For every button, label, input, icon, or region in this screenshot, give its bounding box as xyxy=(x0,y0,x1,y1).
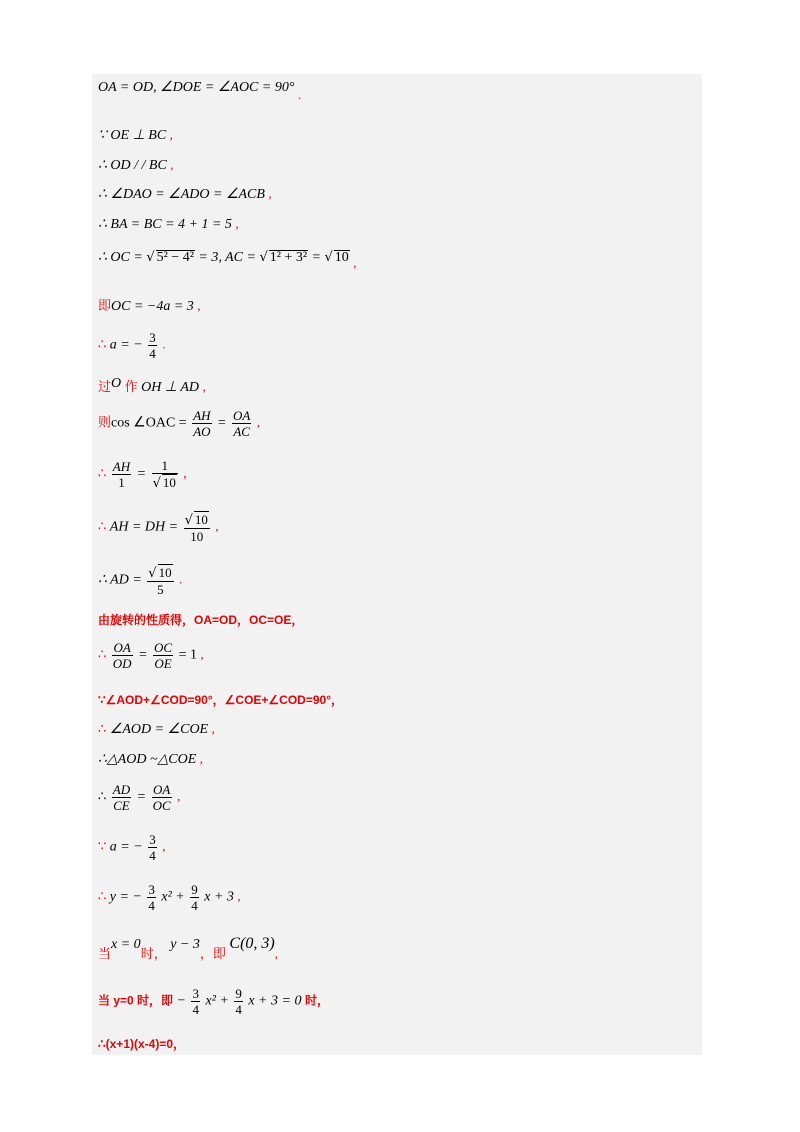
fraction: $\frac{3}{4}$ xyxy=(148,882,155,913)
fraction: $\frac{√ 10}{5}$ xyxy=(148,565,172,597)
math-expr: ∴ ∠DAO = ∠ADO = ∠ACB xyxy=(98,187,265,202)
punct: . xyxy=(179,571,183,587)
radicand: 1² + 3² xyxy=(269,250,308,265)
solution-line xyxy=(98,408,260,439)
solution-line xyxy=(98,882,241,913)
therefore-icon: ∴ xyxy=(98,466,107,482)
solution-line xyxy=(98,511,219,544)
math-expr: OH ⊥ AD xyxy=(141,380,199,395)
radical-sign: √ xyxy=(146,250,155,265)
fraction: $\frac{OA}{OC}$ xyxy=(152,782,171,813)
math-expr: = xyxy=(311,250,321,265)
label-cn: 作 xyxy=(124,379,138,394)
therefore-icon: ∴ xyxy=(98,337,107,353)
fraction: $\frac{3}{4}$ xyxy=(192,986,199,1017)
fraction: $\frac{AH}{1}$ xyxy=(112,459,131,490)
solution-line xyxy=(98,330,165,361)
punct: , xyxy=(256,414,261,430)
solution-line xyxy=(98,694,343,708)
fraction: $\frac{3}{4}$ xyxy=(149,832,156,863)
label-cn: 时， xyxy=(304,993,329,1008)
math-expr: − xyxy=(176,993,186,1009)
label-cn: 即 xyxy=(98,298,112,313)
fraction: $\frac{3}{4}$ xyxy=(149,330,156,361)
solution-line xyxy=(98,935,278,961)
solution-line xyxy=(98,80,302,102)
label-cn: 过 xyxy=(98,379,112,394)
solution-line xyxy=(98,752,203,767)
solution-line xyxy=(98,217,239,232)
punct: , xyxy=(177,788,181,804)
fraction: $\frac{1}{√ 10}$ xyxy=(152,458,176,491)
radicand: 10 xyxy=(334,250,349,265)
solution-line xyxy=(98,158,174,173)
solution-line xyxy=(98,640,204,671)
fraction: $\frac{OA}{AC}$ xyxy=(232,408,251,439)
solution-line xyxy=(98,250,357,270)
fraction: $\frac{AD}{CE}$ xyxy=(112,782,131,813)
punct: , xyxy=(197,298,201,313)
solution-line xyxy=(98,832,165,863)
punct: , xyxy=(268,186,272,201)
math-expr: ∴ AD = xyxy=(98,572,142,588)
because-icon: ∵ xyxy=(98,839,107,855)
punct: , xyxy=(169,127,173,142)
solution-line xyxy=(98,299,201,314)
solution-line xyxy=(98,128,173,143)
math-expr: x + 3 = 0 xyxy=(248,993,302,1009)
punct: . xyxy=(162,336,166,352)
label-cn: 时， xyxy=(140,946,167,961)
therefore-icon: ∴ xyxy=(98,889,107,905)
radical-sign: √ xyxy=(324,250,333,265)
fraction: $\frac{9}{4}$ xyxy=(235,986,242,1017)
math-expr: ∴ BA = BC = 4 + 1 = 5 xyxy=(98,217,232,232)
punct: , xyxy=(202,379,206,394)
math-expr: ∴△AOD ~△COE xyxy=(98,752,197,767)
punct: , xyxy=(162,838,166,854)
math-expr: x² + xyxy=(205,993,229,1009)
math-expr: OA = OD, ∠DOE = ∠AOC = 90° xyxy=(98,80,295,95)
math-expr: x + 3 xyxy=(204,889,234,905)
text-line: ∴(x+1)(x-4)=0， xyxy=(98,1037,186,1051)
math-expr: a = − xyxy=(109,337,143,353)
math-expr: a = − xyxy=(109,839,143,855)
math-expr: = xyxy=(217,415,227,431)
punct: , xyxy=(353,255,357,270)
punct: , xyxy=(215,518,219,534)
solution-line xyxy=(98,458,187,491)
math-expr: x = 0 xyxy=(111,937,141,952)
fraction: $\frac{AH}{AO}$ xyxy=(193,408,211,439)
solution-line xyxy=(98,782,180,813)
label-cn: 则 xyxy=(98,414,112,430)
therefore-icon: ∴ xyxy=(98,519,107,535)
math-expr: cos ∠OAC = xyxy=(111,415,187,431)
math-expr: = xyxy=(136,789,147,805)
math-expr: ∴ OD / / BC xyxy=(98,158,167,173)
solution-line xyxy=(98,564,182,597)
punct: . xyxy=(297,87,302,102)
math-expr: = 1 xyxy=(178,647,197,663)
punct: , xyxy=(237,888,241,904)
math-expr: C(0, 3) xyxy=(229,935,275,952)
math-expr: O xyxy=(111,376,122,391)
text-line: 由旋转的性质得，OA=OD，OC=OE， xyxy=(98,613,304,627)
math-expr: x² + xyxy=(161,889,185,905)
punct: , xyxy=(211,721,215,736)
math-expr: y = − xyxy=(109,889,142,905)
radicand: 5² − 4² xyxy=(156,250,194,265)
solution-line xyxy=(98,376,206,395)
punct: , xyxy=(200,646,204,662)
math-expr: = xyxy=(136,466,147,482)
punct: , xyxy=(274,946,278,961)
punct: , xyxy=(235,216,239,231)
math-expr: = 3, AC = xyxy=(198,250,256,265)
math-expr: = xyxy=(138,647,148,663)
math-expr: ∠AOD = ∠COE xyxy=(109,722,209,737)
math-expr: AH = DH = xyxy=(109,519,179,535)
label-cn: 当 xyxy=(98,946,112,961)
fraction: $\frac{OA}{OD}$ xyxy=(112,640,132,671)
fraction: $\frac{9}{4}$ xyxy=(191,882,198,913)
solution-line xyxy=(98,614,303,628)
solution-line xyxy=(98,986,329,1017)
therefore-icon: ∴ xyxy=(98,789,107,805)
therefore-icon: ∴ xyxy=(98,722,107,737)
math-expr: y − 3 xyxy=(170,937,200,952)
solution-line xyxy=(98,187,272,202)
punct: , xyxy=(199,751,204,766)
punct: , xyxy=(170,157,174,172)
fraction: $\frac{OC}{OE}$ xyxy=(154,640,173,671)
punct: , xyxy=(183,465,187,481)
math-expr: ∵ OE ⊥ BC xyxy=(98,128,167,143)
therefore-icon: ∴ xyxy=(98,647,107,663)
math-expr: OC = −4a = 3 xyxy=(111,299,194,314)
solution-line xyxy=(98,1038,185,1052)
fraction: $\frac{√ 10}{10}$ xyxy=(184,512,208,544)
solution-line xyxy=(98,722,215,737)
math-expr: ∴ OC = xyxy=(98,250,143,265)
text-line: ∵∠AOD+∠COD=90°，∠COE+∠COD=90°， xyxy=(98,693,343,707)
label-cn: ，即 xyxy=(199,946,226,961)
label-cn: 当 y=0 时，即 xyxy=(98,993,174,1008)
radical-sign: √ xyxy=(259,250,268,265)
